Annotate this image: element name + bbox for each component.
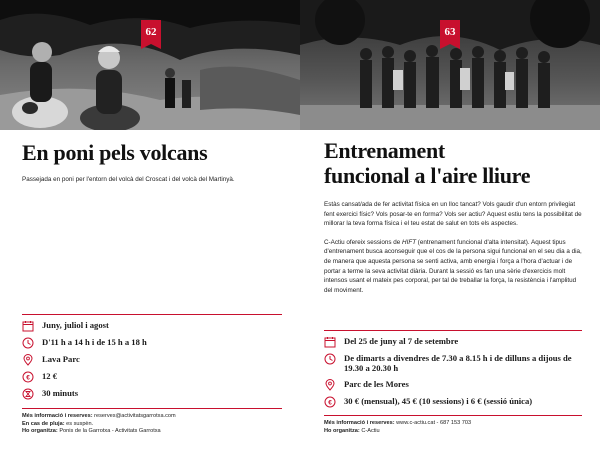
svg-text:€: €: [328, 399, 332, 407]
euro-icon: [324, 396, 336, 408]
info-schedule: [22, 337, 284, 354]
info-text: D'11 h a 14 h i de 15 h a 18 h: [42, 337, 147, 347]
page-title: En poni pels volcans: [22, 140, 208, 165]
info-text: 12 €: [42, 371, 58, 381]
divider: [324, 415, 582, 416]
description-paragraph-2: C-Actiu ofereix sessions de HIFT (entrenament funcional d'alta intensitat). Aquest tipus d'entrenament busca aconseguir que el cos de la persona sigui funcional en el seu dia a dia, de manera que aquesta persona se senti activa, amb energia i força a l'hora d'actuar i de portar a terme la seva activitat diària. Durant la sessió es fan una sèrie d'exercicis molt intensos usant el mateix pes corporal, per tal de treballar la força, la resistència i l'amplitud del moviment.: [324, 238, 582, 294]
title-line-1: Entrenament: [324, 138, 445, 163]
svg-text:€: €: [26, 374, 30, 382]
info-text: Parc de les Mores: [344, 379, 409, 389]
info-location: [324, 379, 584, 396]
info-text: Lava Parc: [42, 354, 80, 364]
page-63: [300, 0, 600, 450]
info-price: [22, 371, 284, 388]
divider: [22, 408, 282, 409]
info-date: [324, 336, 584, 353]
page-number-badge: 63: [440, 20, 460, 44]
footer-info: [324, 420, 589, 435]
info-schedule: [324, 353, 584, 379]
footer-line-rain: En cas de pluja: es suspèn.: [22, 420, 94, 427]
footer-line-organizer: Ho organitza: C-Actiu: [324, 427, 380, 434]
location-pin-icon: [324, 379, 336, 391]
info-text: De dimarts a divendres de 7.30 a 8.15 h i de dilluns a dijous de 19.30 a 20.30 h: [344, 353, 572, 373]
activity-info-list: [22, 320, 284, 405]
info-text: Juny, juliol i agost: [42, 320, 109, 330]
calendar-icon: [22, 320, 34, 332]
info-duration: [22, 388, 284, 405]
page-number-badge: 62: [141, 20, 161, 44]
euro-icon: [22, 371, 34, 383]
info-text: Del 25 de juny al 7 de setembre: [344, 336, 459, 346]
location-pin-icon: [22, 354, 34, 366]
clock-icon: [22, 337, 34, 349]
info-text: 30 minuts: [42, 388, 79, 398]
info-location: [22, 354, 284, 371]
activity-description: [324, 200, 582, 295]
footer-line-reservations: Més informació i reserves: reserves@activitatsgarrotxa.com: [22, 413, 176, 419]
info-text: 30 € (mensual), 45 € (10 sessions) i 6 € (sessió única): [344, 396, 533, 406]
hourglass-icon: [22, 388, 34, 400]
calendar-icon: [324, 336, 336, 348]
divider: [22, 314, 282, 315]
info-price: [324, 396, 584, 413]
info-date: [22, 320, 284, 337]
clock-icon: [324, 353, 336, 365]
footer-line-organizer: Ho organitza: Ponis de la Garrotxa - Activitats Garrotxa: [22, 428, 161, 435]
title-line-2: funcional a l'aire lliure: [324, 163, 531, 188]
page-title: [324, 138, 584, 188]
footer-line-reservations: Més informació i reserves: www.c-actiu.cat - 687 153 703: [324, 420, 472, 426]
description-paragraph-1: Estàs cansat/ada de fer activitat física en un lloc tancat? Vols gaudir d'un entorn privilegiat fent exercici físic? Vols posar-te en forma? Vols ser actiu? Aquest estiu tens la possibilitat de millorar la teva forma física i el teu estat de salut en tots els aspectes.: [324, 201, 582, 228]
footer-info: [22, 413, 287, 436]
divider: [324, 330, 582, 331]
activity-description: Passejada en poni per l'entorn del volcà del Croscat i del volcà del Martinyà.: [22, 176, 235, 183]
activity-info-list: [324, 336, 584, 413]
